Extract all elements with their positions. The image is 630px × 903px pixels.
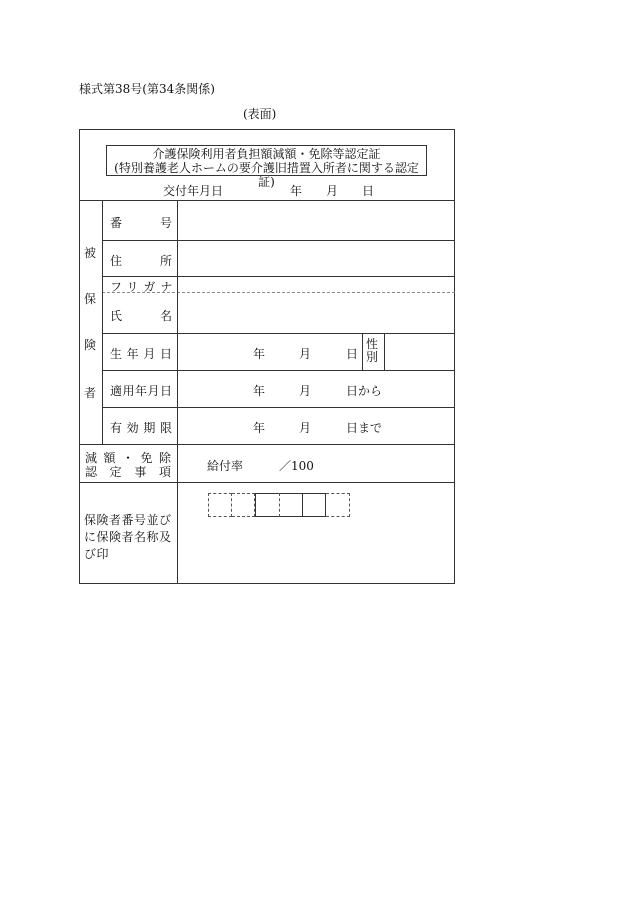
label-char: 認 <box>85 465 98 479</box>
label-char: 所 <box>159 254 172 268</box>
title-line-2: (特別養護老人ホームの要介護旧措置入所者に関する認定証) <box>114 161 419 189</box>
issue-date-month: 月 <box>326 184 339 198</box>
apply-year: 年 <box>253 384 266 398</box>
sex-label-2: 別 <box>366 350 379 364</box>
label-char: 月 <box>143 347 156 361</box>
divider <box>102 240 455 241</box>
name-label <box>110 307 172 324</box>
label-char: 額 <box>103 451 116 465</box>
insured-number-label <box>110 214 172 231</box>
label-char: 日 <box>159 347 172 361</box>
birth-day: 日 <box>346 347 359 361</box>
benefit-rate-value: ／100 <box>279 459 314 473</box>
label-char: 免 <box>140 451 153 465</box>
valid-day: 日まで <box>346 421 383 435</box>
birth-month: 月 <box>299 347 312 361</box>
insurer-label-line-1: 保険者番号並び <box>84 513 172 527</box>
label-char: 除 <box>158 451 171 465</box>
reduction-label-line-2 <box>85 463 171 480</box>
digit-divider <box>279 493 280 517</box>
furigana-label: フリガナ <box>110 280 178 294</box>
insurer-number-solid-box <box>255 493 326 517</box>
benefit-rate-label: 給付率 <box>207 459 244 473</box>
label-char: 号 <box>159 216 172 230</box>
label-char: 番 <box>110 216 123 230</box>
label-char: 適 <box>110 384 123 398</box>
birth-date-label <box>110 345 172 362</box>
label-char: 名 <box>159 309 172 323</box>
issue-date-year: 年 <box>290 184 303 198</box>
insured-label-char: 被 <box>84 246 97 260</box>
divider <box>79 444 455 445</box>
digit-divider <box>302 493 303 517</box>
valid-month: 月 <box>299 421 312 435</box>
label-char: 年 <box>134 384 147 398</box>
issue-date-day: 日 <box>362 184 375 198</box>
label-char: 生 <box>110 347 123 361</box>
label-char: ・ <box>121 451 134 465</box>
label-char: 定 <box>109 465 122 479</box>
address-label <box>110 252 172 269</box>
valid-year: 年 <box>253 421 266 435</box>
label-char: 効 <box>126 421 139 435</box>
form-number: 様式第38号(第34条関係) <box>79 82 215 96</box>
column-divider <box>384 333 385 370</box>
label-char: 有 <box>110 421 123 435</box>
insurer-label-line-3: び印 <box>84 547 110 561</box>
label-char: 日 <box>159 384 172 398</box>
divider <box>102 276 455 277</box>
label-char: 月 <box>147 384 160 398</box>
birth-year: 年 <box>253 347 266 361</box>
column-divider <box>362 333 363 370</box>
label-char: 年 <box>126 347 139 361</box>
insurer-number-digit-box <box>326 493 350 517</box>
insurer-number-digit-box <box>232 493 255 517</box>
issue-date-label: 交付年月日 <box>163 184 224 198</box>
insurer-label <box>84 512 172 563</box>
side-label: (表面) <box>243 107 277 121</box>
insured-label-char: 保 <box>84 292 97 306</box>
column-divider <box>177 200 178 584</box>
divider <box>102 407 455 408</box>
label-char: 氏 <box>110 309 123 323</box>
label-char: 項 <box>158 465 171 479</box>
title-line-1: 介護保険利用者負担額減額・免除等認定証 <box>152 147 381 161</box>
label-char: 期 <box>143 421 156 435</box>
divider <box>79 482 455 483</box>
divider <box>102 370 455 371</box>
insurer-number-digit-box <box>208 493 232 517</box>
label-char: 用 <box>122 384 135 398</box>
label-char: 減 <box>85 451 98 465</box>
sex-label <box>366 338 378 364</box>
divider <box>102 333 455 334</box>
apply-day: 日から <box>346 384 383 398</box>
label-char: 限 <box>159 421 172 435</box>
certificate-title <box>106 145 427 189</box>
sex-label-1: 性 <box>366 337 379 351</box>
valid-until-label <box>110 419 172 436</box>
insured-label-char: 者 <box>84 386 97 400</box>
label-char: 事 <box>134 465 147 479</box>
divider <box>79 200 455 201</box>
apply-month: 月 <box>299 384 312 398</box>
label-char: 住 <box>110 254 123 268</box>
column-divider <box>102 200 103 444</box>
insurer-label-line-2: に保険者名称及 <box>84 530 172 544</box>
apply-date-label <box>110 382 172 399</box>
insured-label-char: 険 <box>84 338 97 352</box>
